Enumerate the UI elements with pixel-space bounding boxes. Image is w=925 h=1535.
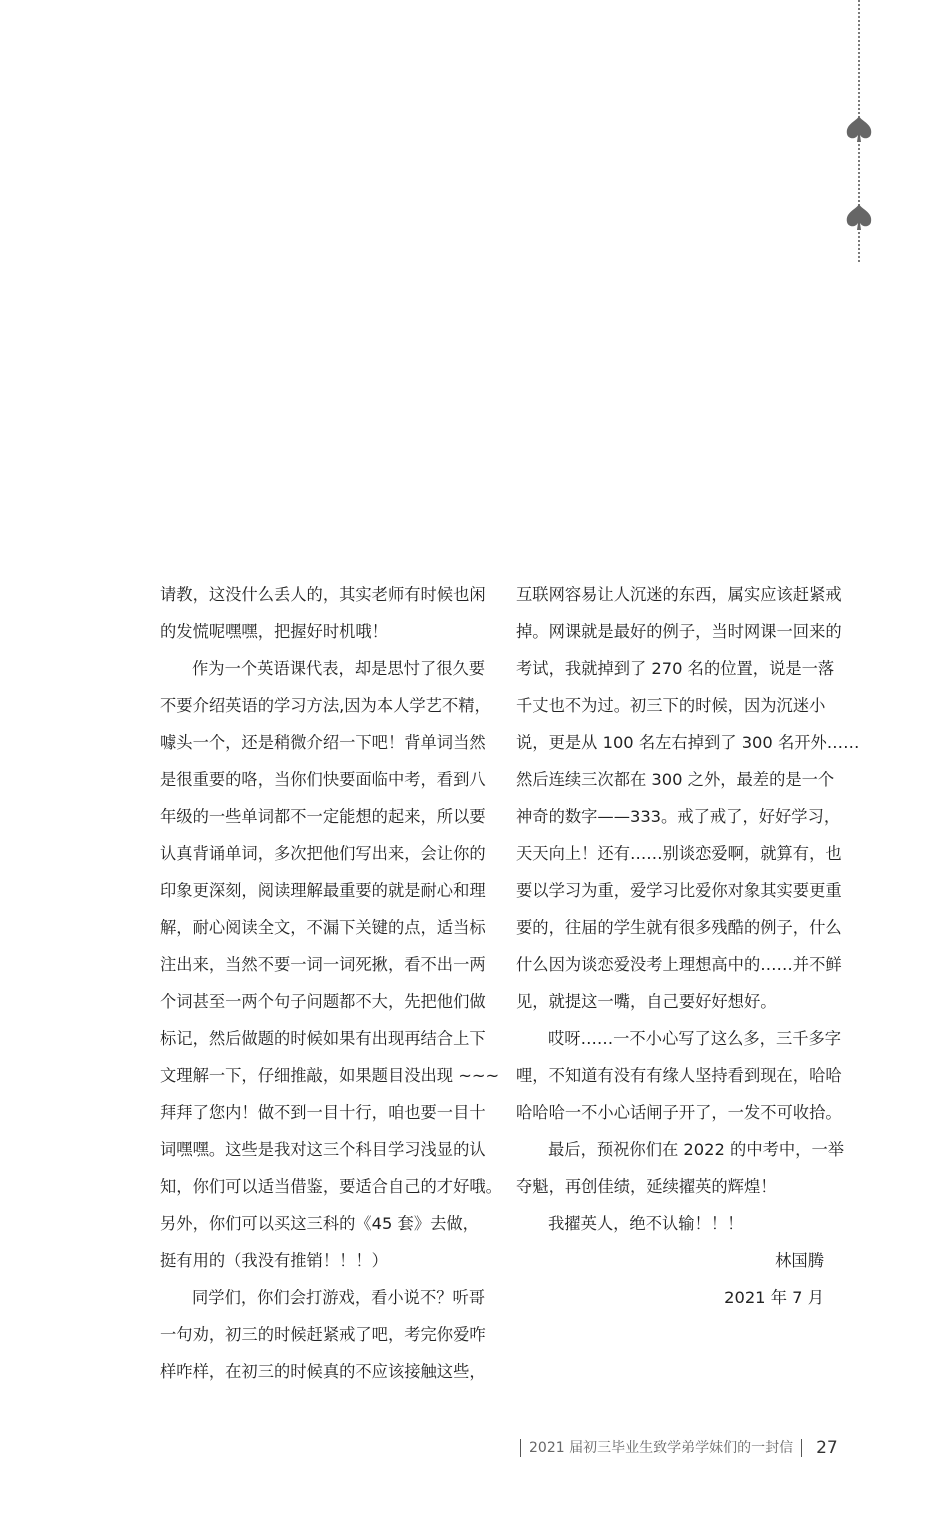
signature-date: 2021 年 7 月 — [724, 1288, 824, 1307]
text-line: 我擢英人，绝不认输！！！ — [548, 1214, 744, 1233]
text-line: 然后连续三次都在 300 之外，最差的是一个 — [516, 770, 835, 789]
page-number: 27 — [816, 1438, 838, 1458]
text-line: 一句劝，初三的时候赶紧戒了吧，考完你爱咋 — [160, 1325, 486, 1344]
text-line: 年级的一些单词都不一定能想的起来，所以要 — [160, 807, 486, 826]
text-line: 印象更深刻，阅读理解最重要的就是耐心和理 — [160, 881, 486, 900]
right-text-column — [516, 576, 860, 1316]
text-line: 另外，你们可以买这三科的《45 套》去做， — [160, 1214, 479, 1233]
text-line: 说，更是从 100 名左右掉到了 300 名开外…… — [516, 733, 860, 752]
heart-icon — [844, 202, 874, 232]
text-line: 要的，往届的学生就有很多残酷的例子，什么 — [516, 918, 842, 937]
text-line: 认真背诵单词，多次把他们写出来，会让你的 — [160, 844, 486, 863]
text-line: 作为一个英语课代表，却是思忖了很久要 — [192, 659, 486, 678]
text-line: 夺魁，再创佳绩，延续擢英的辉煌！ — [516, 1177, 777, 1196]
text-line: 样咋样，在初三的时候真的不应该接触这些， — [160, 1362, 486, 1381]
text-line: 哎呀……一不小心写了这么多，三千多字 — [548, 1029, 842, 1048]
text-line: 不要介绍英语的学习方法,因为本人学艺不精， — [160, 696, 491, 715]
text-line: 词嘿嘿。这些是我对这三个科目学习浅显的认 — [160, 1140, 486, 1159]
text-line: 掉。网课就是最好的例子，当时网课一回来的 — [516, 622, 842, 641]
text-line: 什么因为谈恋爱没考上理想高中的……并不鲜 — [516, 955, 842, 974]
text-line: 注出来，当然不要一词一词死揪，看不出一两 — [160, 955, 486, 974]
text-line: 知，你们可以适当借鉴，要适合自己的才好哦。 — [160, 1177, 502, 1196]
left-text-column — [160, 576, 502, 1390]
text-line: 哈哈哈一不小心话闸子开了，一发不可收拾。 — [516, 1103, 842, 1122]
text-line: 请教，这没什么丢人的，其实老师有时候也闲 — [160, 585, 486, 604]
text-line: 考试，我就掉到了 270 名的位置，说是一落 — [516, 659, 835, 678]
footer-divider — [520, 1439, 521, 1457]
text-line: 解，耐心阅读全文，不漏下关键的点，适当标 — [160, 918, 486, 937]
text-line: 最后，预祝你们在 2022 的中考中，一举 — [548, 1140, 845, 1159]
text-line: 挺有用的（我没有推销！！！） — [160, 1251, 388, 1270]
footer-title: 2021 届初三毕业生致学弟学妹们的一封信 — [529, 1440, 794, 1456]
text-line: 的发慌呢嘿嘿，把握好时机哦！ — [160, 622, 388, 641]
text-line: 是很重要的咯，当你们快要面临中考，看到八 — [160, 770, 486, 789]
text-line: 拜拜了您内！做不到一目十行，咱也要一目十 — [160, 1103, 486, 1122]
text-line: 千丈也不为过。初三下的时候，因为沉迷小 — [516, 696, 826, 715]
text-line: 神奇的数字——333。戒了戒了，好好学习， — [516, 807, 841, 826]
page-footer — [512, 1436, 838, 1460]
text-line: 见，就提这一嘴，自己要好好想好。 — [516, 992, 777, 1011]
text-line: 同学们，你们会打游戏，看小说不？听哥 — [192, 1288, 486, 1307]
text-line: 哩，不知道有没有有缘人坚持看到现在，哈哈 — [516, 1066, 842, 1085]
text-line: 要以学习为重，爱学习比爱你对象其实要更重 — [516, 881, 842, 900]
text-line: 噱头一个，还是稍微介绍一下吧！背单词当然 — [160, 733, 486, 752]
text-line: 标记，然后做题的时候如果有出现再结合上下 — [160, 1029, 486, 1048]
text-line: 个词甚至一两个句子问题都不大，先把他们做 — [160, 992, 486, 1011]
text-line: 文理解一下，仔细推敲，如果题目没出现 ~~~ — [160, 1066, 500, 1085]
text-line: 天天向上！还有……别谈恋爱啊，就算有，也 — [516, 844, 842, 863]
footer-divider — [801, 1439, 802, 1457]
signature-name: 林国腾 — [775, 1251, 824, 1270]
heart-icon — [844, 114, 874, 144]
text-line: 互联网容易让人沉迷的东西，属实应该赶紧戒 — [516, 585, 842, 604]
